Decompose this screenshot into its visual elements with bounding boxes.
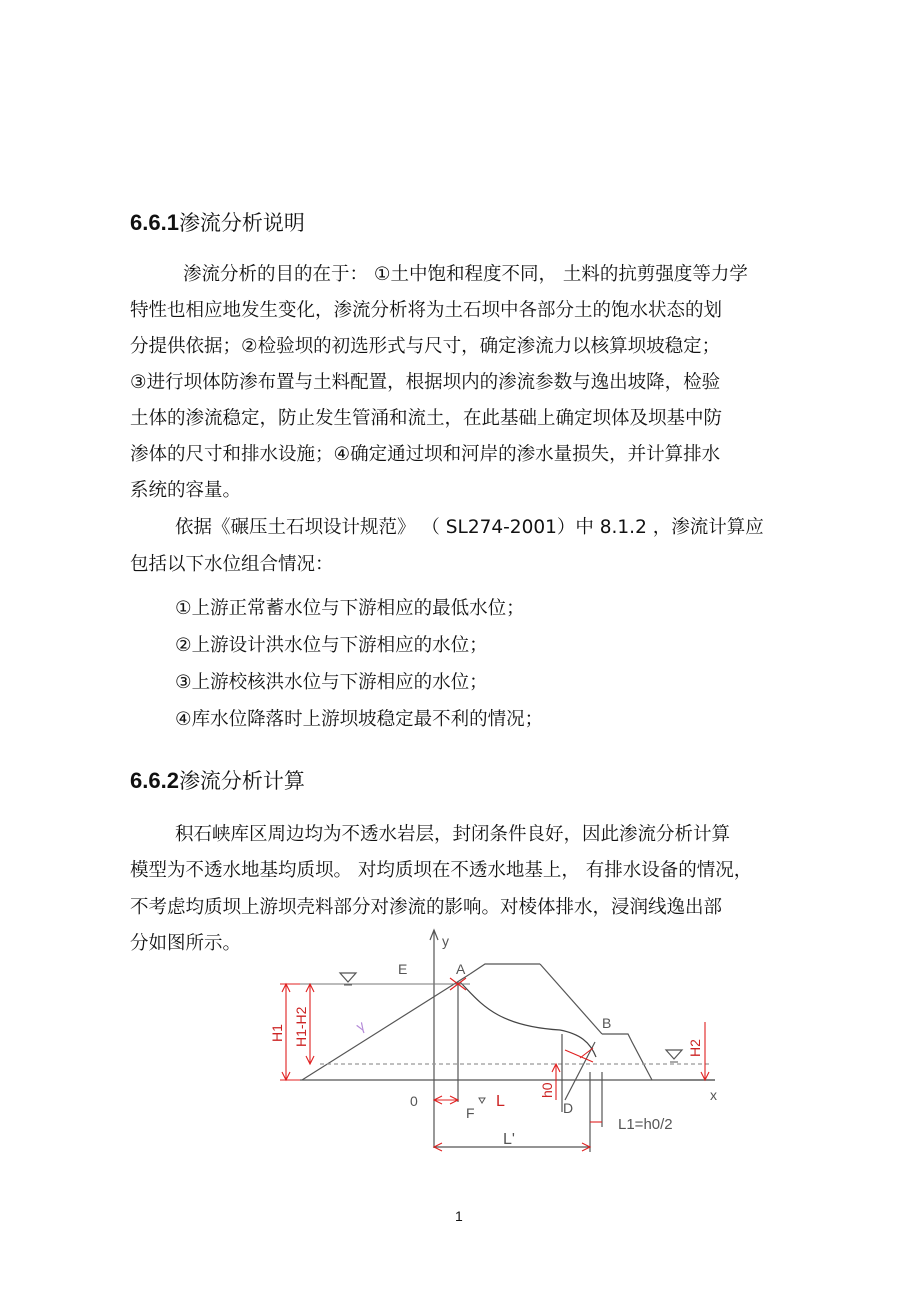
label-h2: H2 — [687, 1039, 703, 1057]
case-item: ④库水位降落时上游坝坡稳定最不利的情况； — [175, 709, 544, 730]
label-b: B — [602, 1015, 612, 1031]
paragraph-line: 分提供依据；②检验坝的初选形式与尺寸，确定渗流力以核算坝坡稳定； — [130, 336, 721, 357]
case-item: ③上游校核洪水位与下游相应的水位； — [175, 672, 488, 693]
label-x: x — [710, 1087, 717, 1103]
paragraph-line: 土体的渗流稳定，防止发生管涌和流土，在此基础上确定坝体及坝基中防 — [130, 408, 723, 429]
paragraph-line: 分如图所示。 — [130, 933, 242, 954]
paragraph-line: 依据《碾压土石坝设计规范》 （ SL274-2001）中 8.1.2 ，渗流计算应 — [175, 517, 764, 538]
paragraph-line: 不考虑均质坝上游坝壳料部分对渗流的影响。对棱体排水，浸润线逸出部 — [130, 897, 723, 918]
section-heading-661 — [130, 207, 305, 237]
label-l1: L1=h0/2 — [618, 1116, 673, 1133]
paragraph-line: 包括以下水位组合情况： — [130, 554, 334, 575]
section-title: 渗流分析说明 — [178, 211, 305, 235]
label-lprime: L' — [503, 1131, 515, 1148]
paragraph-line: 渗体的尺寸和排水设施；④确定通过坝和河岸的渗水量损失，并计算排水 — [130, 444, 721, 465]
label-f: F — [466, 1105, 475, 1121]
seepage-diagram — [260, 922, 730, 1152]
section-number: 6.6.1 — [130, 210, 179, 235]
label-o: 0 — [410, 1093, 418, 1109]
label-h0: h0 — [539, 1082, 555, 1098]
paragraph-line: 渗流分析的目的在于： ①土中饱和程度不同， 土料的抗剪强度等力学 — [183, 264, 748, 285]
section-number: 6.6.2 — [130, 768, 179, 793]
label-l: L — [496, 1093, 505, 1110]
dam-crest — [470, 964, 540, 974]
case-item: ①上游正常蓄水位与下游相应的最低水位； — [175, 598, 525, 619]
paragraph-line: 特性也相应地发生变化，渗流分析将为土石坝中各部分土的饱水状态的划 — [130, 300, 723, 321]
label-a: A — [456, 961, 466, 977]
paragraph-line: 系统的容量。 — [130, 480, 242, 501]
section-title: 渗流分析计算 — [178, 769, 305, 793]
downstream-slope — [540, 964, 602, 1034]
label-h1: H1 — [269, 1024, 285, 1042]
water-level-icon — [340, 973, 356, 982]
gamma-label: γ — [353, 1017, 368, 1035]
label-y: y — [442, 933, 449, 949]
label-d: D — [563, 1100, 574, 1116]
arrow-small — [479, 1098, 485, 1103]
section-heading-662 — [130, 765, 305, 795]
label-h1h2: H1-H2 — [293, 1006, 309, 1047]
case-item: ②上游设计洪水位与下游相应的水位； — [175, 635, 488, 656]
water-level-icon — [666, 1050, 682, 1059]
paragraph-line: 积石峡库区周边均为不透水岩层，封闭条件良好，因此渗流分析计算 — [175, 824, 731, 845]
paragraph-line: 模型为不透水地基均质坝。 对均质坝在不透水地基上， 有排水设备的情况， — [130, 860, 753, 881]
paragraph-line: ③进行坝体防渗布置与土料配置，根据坝内的渗流参数与逸出坡降，检验 — [130, 372, 721, 393]
phreatic-line — [460, 982, 596, 1057]
page-number: 1 — [455, 1208, 463, 1224]
label-e: E — [398, 961, 408, 977]
toe-drain — [602, 1034, 652, 1080]
